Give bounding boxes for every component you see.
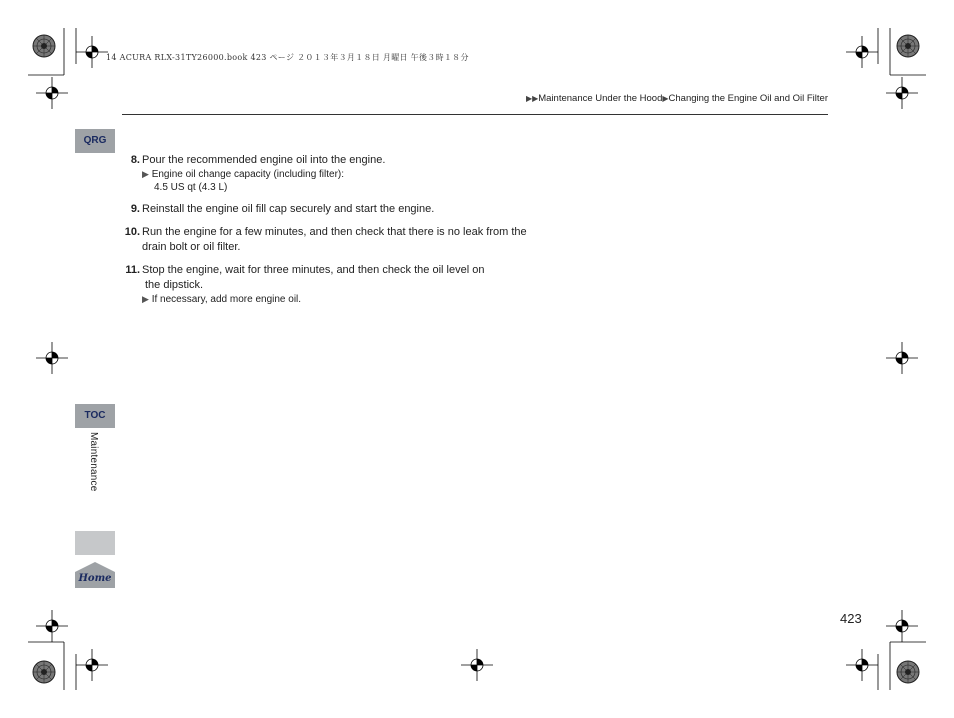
step-8 [122,153,562,194]
toc-button[interactable]: TOC [75,404,115,428]
note-value: 4.5 US qt (4.3 L) [154,182,228,193]
page-number: 423 [840,611,862,626]
step-text: Stop the engine, wait for three minutes, and then check the oil level on [142,264,485,276]
section-label: Maintenance [88,432,99,492]
breadcrumb-item-maintenance[interactable]: Maintenance Under the Hood [538,93,663,104]
step-number: 8. [130,154,140,166]
procedure-steps [122,153,562,314]
breadcrumb-item-oil-change[interactable]: Changing the Engine Oil and Oil Filter [668,93,828,104]
qrg-button[interactable]: QRG [75,129,115,153]
step-number: 11. [125,264,140,276]
step-10 [122,225,562,255]
home-label: Home [78,573,112,584]
home-button[interactable] [75,562,115,588]
step-text: Run the engine for a few minutes, and then check that there is no leak from the [142,226,527,238]
triangle-bullet-icon: ▶ [142,169,149,179]
step-11 [122,263,562,306]
breadcrumb-arrow-icon: ▶▶ [525,94,539,103]
note-text: Engine oil change capacity (including filter): [151,169,345,180]
breadcrumb-arrow-icon: ▶ [662,94,669,103]
home-icon [75,562,115,588]
step-note [142,293,562,306]
step-number: 10. [124,226,140,238]
step-text-line2: drain bolt or oil filter. [142,241,241,253]
breadcrumb [526,93,828,104]
step-9 [122,202,562,217]
step-note [142,168,562,194]
step-text-line2: the dipstick. [145,279,204,291]
triangle-bullet-icon: ▶ [142,294,149,304]
file-info-header: 14 ACURA RLX-31TY26000.book 423 ページ ２０１３年３月１８日 月曜日 午後３時１８分 [106,53,469,62]
note-text: If necessary, add more engine oil. [151,294,302,305]
index-button[interactable] [75,531,115,555]
step-text: Pour the recommended engine oil into the engine. [142,154,386,166]
step-number: 9. [130,203,140,215]
header-rule [122,114,828,115]
step-text: Reinstall the engine oil fill cap securely and start the engine. [142,203,435,215]
